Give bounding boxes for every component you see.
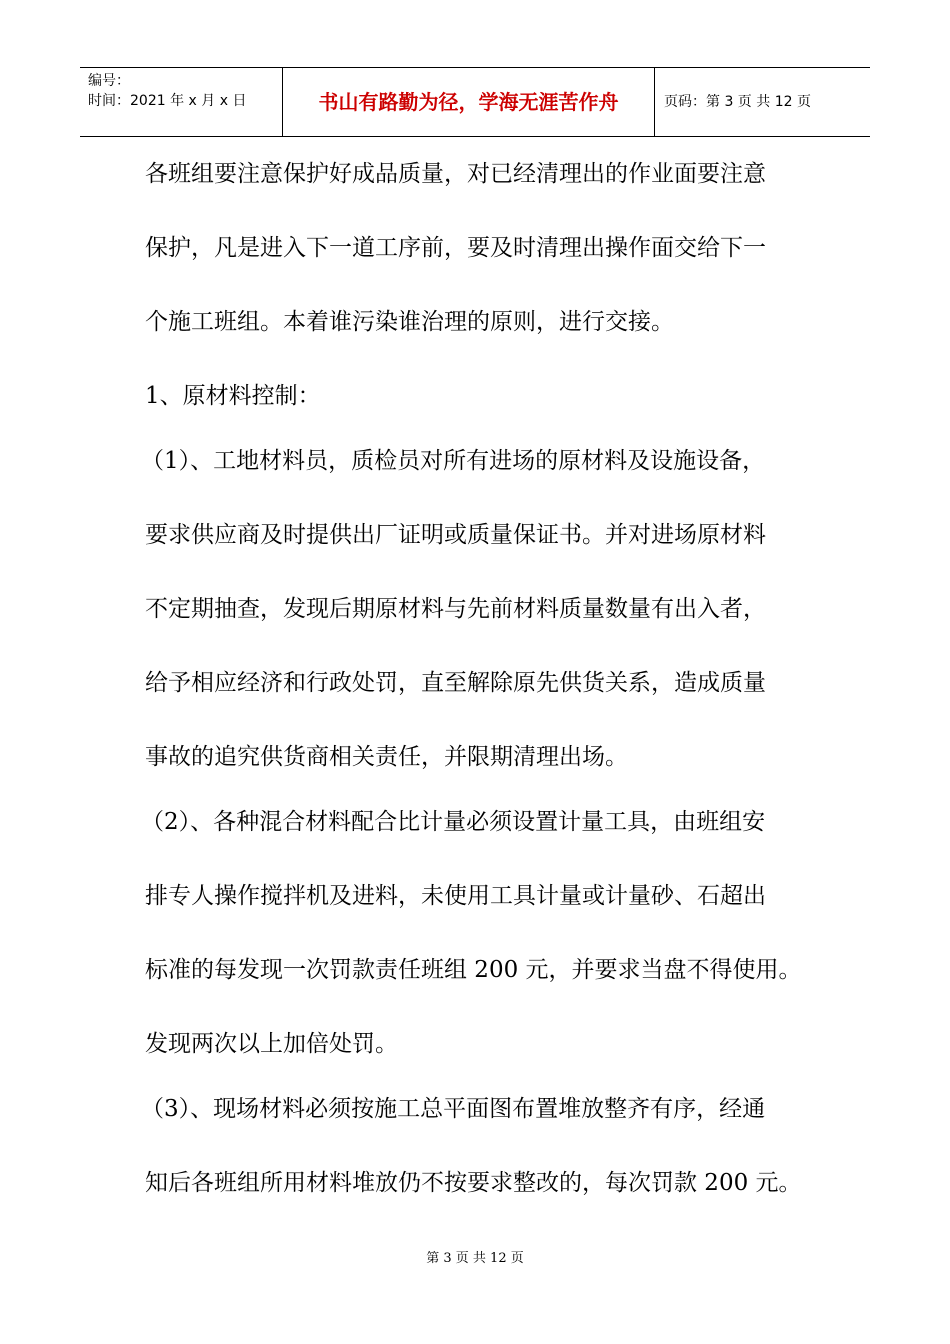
body-line: 不定期抽查，发现后期原材料与先前材料质量数量有出入者， (145, 596, 766, 622)
body-line: （3）、现场材料必须按施工总平面图布置堆放整齐有序，经通 (141, 1096, 766, 1122)
body-line: 保护，凡是进入下一道工序前，要及时清理出操作面交给下一 (145, 235, 766, 261)
body-line: （2）、各种混合材料配合比计量必须设置计量工具，由班组安 (141, 809, 766, 835)
section-heading: 1、原材料控制： (145, 383, 321, 409)
body-line: 排专人操作搅拌机及进料，未使用工具计量或计量砂、石超出 (145, 883, 766, 909)
body-line: 发现两次以上加倍处罚。 (145, 1031, 398, 1057)
body-line: 要求供应商及时提供出厂证明或质量保证书。并对进场原材料 (145, 522, 766, 548)
page-footer: 第 3 页 共 12 页 (426, 1251, 524, 1266)
document-time-label: 时间：2021 年 x 月 x 日 (88, 93, 247, 109)
body-line: 各班组要注意保护好成品质量，对已经清理出的作业面要注意 (145, 161, 766, 187)
body-line: （1）、工地材料员，质检员对所有进场的原材料及设施设备， (141, 448, 766, 474)
header-motto: 书山有路勤为径，学海无涯苦作舟 (318, 90, 619, 114)
body-line: 事故的追究供货商相关责任，并限期清理出场。 (145, 744, 628, 770)
document-number-label: 编号： (88, 73, 130, 89)
body-line: 给予相应经济和行政处罚，直至解除原先供货关系，造成质量 (145, 670, 766, 696)
body-line: 个施工班组。本着谁污染谁治理的原则，进行交接。 (145, 309, 674, 335)
body-line: 知后各班组所用材料堆放仍不按要求整改的，每次罚款 200 元。 (145, 1170, 802, 1196)
body-line: 标准的每发现一次罚款责任班组 200 元，并要求当盘不得使用。 (145, 957, 802, 983)
page-header (80, 67, 870, 137)
header-page-info: 页码：第 3 页 共 12 页 (664, 94, 811, 110)
header-meta (88, 71, 283, 111)
header-divider (654, 68, 655, 136)
